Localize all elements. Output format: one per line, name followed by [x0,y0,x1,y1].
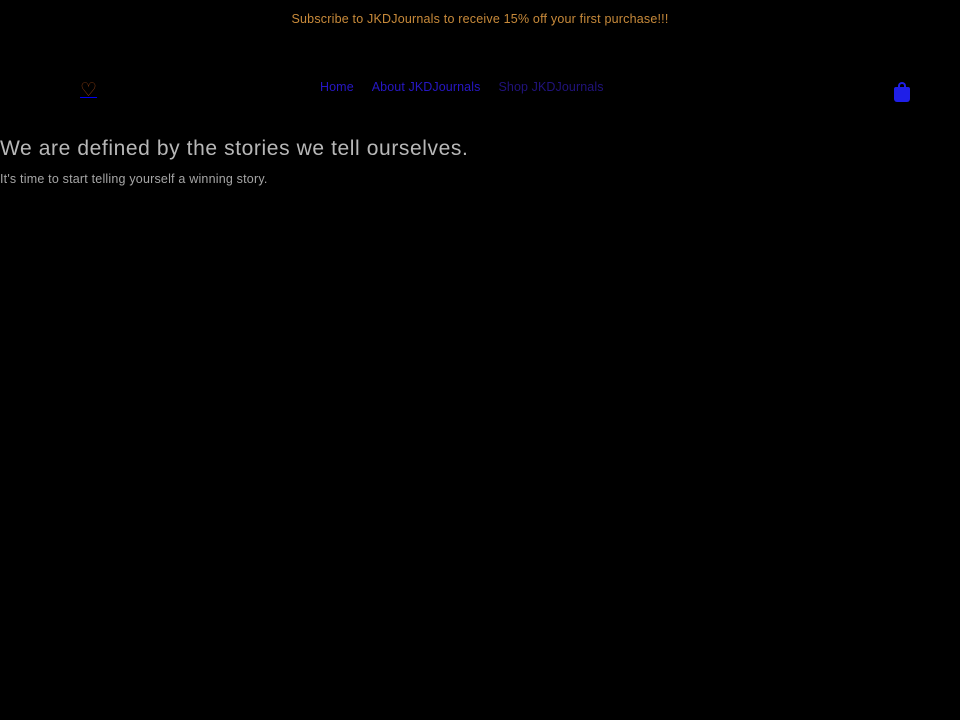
nav-item-about-jkdjournals[interactable]: About JKDJournals [371,80,481,94]
announcement-text: Subscribe to JKDJournals to receive 15% off your first purchase!!! [291,11,669,26]
heart-outline-icon: ♡ [80,79,98,101]
hero-subheading: It's time to start telling yourself a winning story. [0,172,268,186]
site-logo[interactable] [80,75,120,105]
announcement-bar [0,0,960,37]
nav-item-shop-jkdjournals[interactable]: Shop JKDJournals [498,80,604,94]
site-header [0,37,960,123]
nav-item-home[interactable]: Home [320,80,354,94]
main-navigation [320,77,604,97]
hero-section [0,123,960,720]
hero-heading: We are defined by the stories we tell ourselves. [0,137,469,160]
cart-button[interactable] [892,87,914,111]
shopping-bag-icon [894,87,910,102]
